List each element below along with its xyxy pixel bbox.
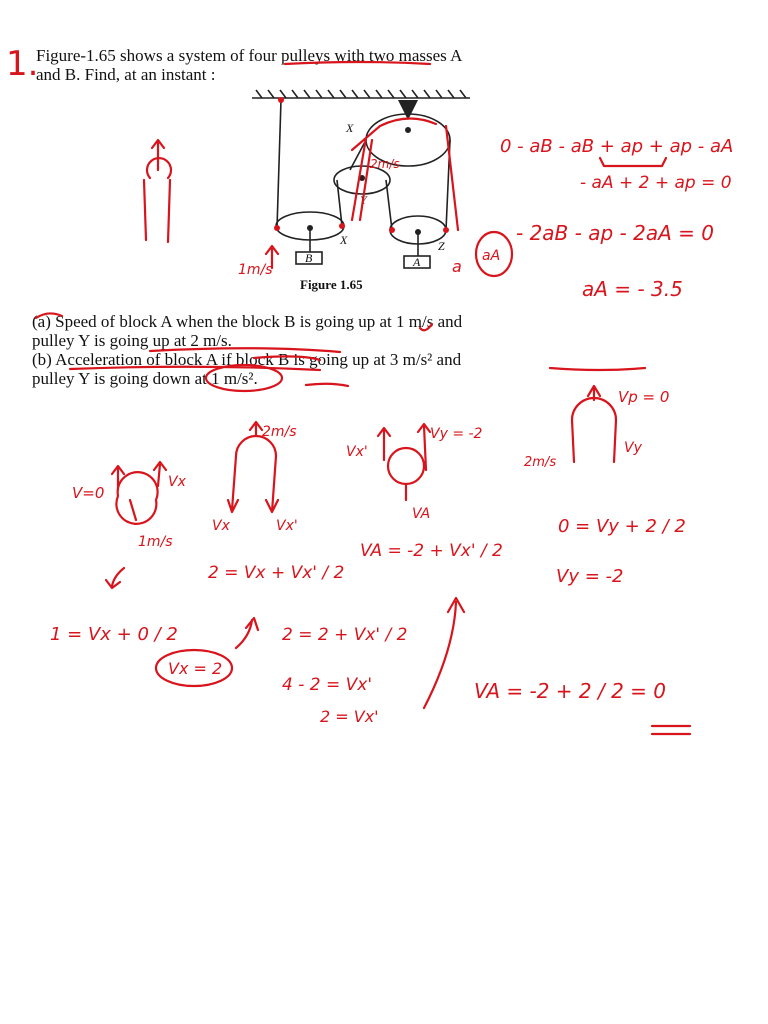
- label-block-a: A: [413, 255, 421, 269]
- underline-mark: [36, 313, 62, 318]
- ink-dot: [443, 227, 449, 233]
- label-pulley-x-left: X: [340, 233, 348, 247]
- question-number: 1.: [6, 44, 39, 84]
- label-pulley-y: Y: [360, 193, 367, 207]
- part-a-line2: pulley Y is going up at 2 m/s.: [32, 331, 232, 350]
- hw-fbd4-2ms: 2m/s: [524, 455, 557, 470]
- hw-eq-vy2: Vy = -2: [556, 566, 624, 587]
- hw-eq-5: 2 = Vx': [320, 707, 379, 726]
- hw-label-aA: aA: [482, 248, 501, 264]
- question-text-line1: Figure-1.65 shows a system of four pulleys with two masses A: [36, 46, 463, 65]
- label-block-b: B: [305, 251, 313, 265]
- ink-dot: [389, 227, 395, 233]
- hw-eq-vy1: 0 = Vy + 2 / 2: [558, 516, 686, 537]
- hw-eq-2: 2 = Vx + Vx' / 2: [208, 563, 345, 583]
- hw-label-1ms-fig: 1m/s: [238, 262, 273, 278]
- label-pulley-z: Z: [438, 239, 445, 253]
- bracket-mark: [600, 158, 666, 166]
- underline-mark: [70, 367, 645, 370]
- hw-label-2ms-fig: 2m/s: [370, 157, 400, 171]
- figure-caption: Figure 1.65: [300, 277, 363, 292]
- fbd4-pulley-sketch: [572, 386, 616, 462]
- underline-mark: [306, 384, 348, 386]
- arrow-icon: [424, 598, 464, 708]
- hw-fbd2-vx: Vx: [212, 518, 230, 534]
- hw-fbd4-vp: Vp = 0: [618, 388, 670, 406]
- hw-fbd2-2ms: 2m/s: [262, 424, 297, 440]
- hw-final: VA = -2 + 2 / 2 = 0: [474, 679, 666, 703]
- ink-dot: [339, 223, 345, 229]
- pulley-sketch: [144, 140, 171, 242]
- part-a-line1: (a) Speed of block A when the block B is going up at 1 m/s and: [32, 312, 463, 331]
- double-underline-mark: [652, 726, 690, 734]
- underline-mark: [420, 324, 432, 330]
- ink-dot: [278, 97, 284, 103]
- hw-label-a: a: [452, 257, 462, 276]
- underline-mark: [150, 348, 340, 360]
- hw-fbd3-va: VA: [412, 506, 431, 522]
- ink-dot: [274, 225, 280, 231]
- part-b-line1: (b) Acceleration of block A if block B is going up at 3 m/s² and: [32, 350, 462, 369]
- part-b-line2: pulley Y is going down at 1 m/s².: [32, 369, 258, 388]
- hw-fbd1-1ms: 1m/s: [138, 534, 173, 550]
- hw-constraint-eq2: - aA + 2 + ap = 0: [580, 173, 732, 193]
- hw-constraint-eq3: - 2aB - ap - 2aA = 0: [516, 221, 714, 245]
- hw-fbd1-vx: Vx: [168, 474, 186, 490]
- hw-eq-vA: VA = -2 + Vx' / 2: [360, 541, 503, 561]
- hw-fbd3-vx-prime: Vx': [346, 444, 368, 460]
- hw-eq-1: 1 = Vx + 0 / 2: [50, 624, 178, 645]
- underline-mark: [285, 62, 430, 64]
- hw-constraint-eq1: 0 - aB - aB + ap + ap - aA: [500, 136, 734, 157]
- hw-eq-3: 2 = 2 + Vx' / 2: [282, 625, 408, 645]
- fbd1-pulley-sketch: [112, 462, 166, 524]
- hw-eq-vx2: Vx = 2: [168, 659, 223, 678]
- arrow-icon: [106, 568, 124, 588]
- hw-fbd4-vy: Vy: [624, 440, 642, 456]
- figure-string-overlay: [352, 118, 458, 230]
- question-text-line2: and B. Find, at an instant :: [36, 65, 216, 84]
- hw-fbd3-vy: Vy = -2: [430, 426, 483, 442]
- hw-fbd2-vx-prime: Vx': [276, 518, 298, 534]
- hw-eq-4: 4 - 2 = Vx': [282, 675, 372, 695]
- fbd3-pulley-sketch: [378, 424, 430, 500]
- label-pulley-x-top: X: [346, 121, 354, 135]
- circle-mark: [206, 365, 282, 391]
- hw-fbd1-v0: V=0: [72, 484, 105, 502]
- arrow-icon: [236, 618, 258, 648]
- hw-result-aA: aA = - 3.5: [582, 277, 683, 301]
